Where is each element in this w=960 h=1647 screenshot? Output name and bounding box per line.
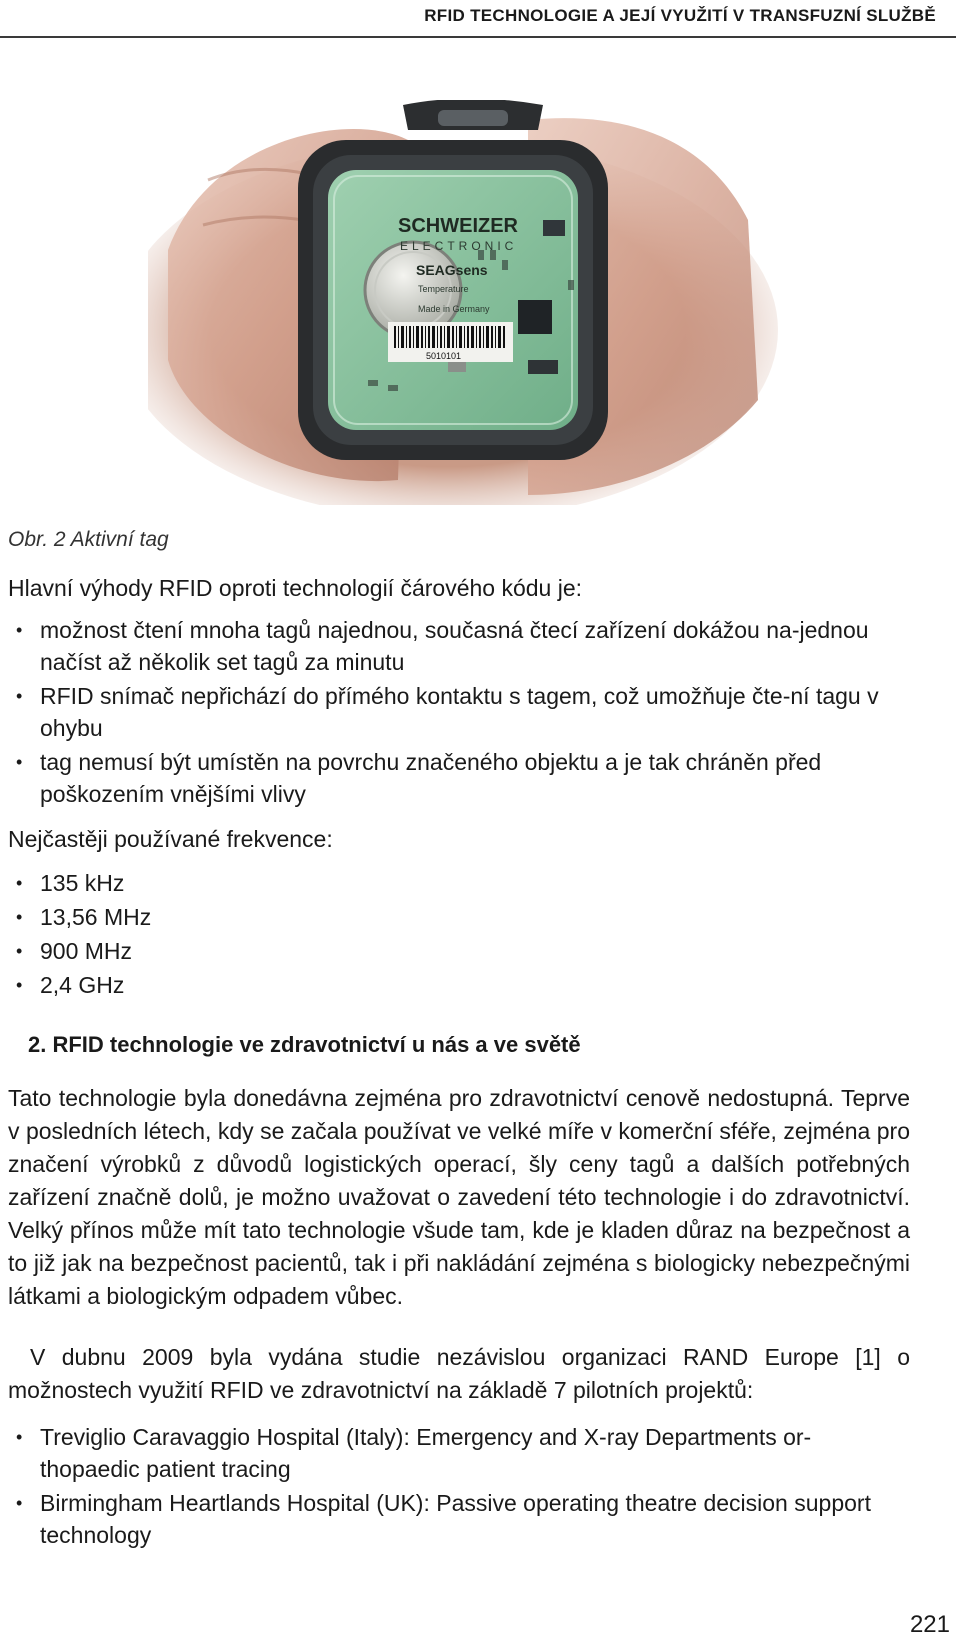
running-header xyxy=(0,0,956,38)
made-text: Made in Germany xyxy=(418,304,490,314)
section-heading: 2. RFID technologie ve zdravotnictví u nás a ve světě xyxy=(28,1032,581,1057)
barcode xyxy=(394,326,505,348)
list-item: • Birmingham Heartlands Hospital (UK): Passive operating theatre decision support technology xyxy=(8,1487,908,1551)
list-item: • RFID snímač nepřichází do přímého kontaktu s tagem, což umožňuje čte-ní tagu v ohybu xyxy=(8,680,908,744)
brand-text: SCHWEIZER xyxy=(398,215,518,237)
list-item: • Treviglio Caravaggio Hospital (Italy): Emergency and X-ray Departments or-thopaedic patient tracing xyxy=(8,1421,908,1485)
brand-sub-text: ELECTRONIC xyxy=(400,239,518,253)
list-item: • 135 kHz xyxy=(8,867,908,899)
list-item: • možnost čtení mnoha tagů najednou, současná čtecí zařízení dokážou na-jednou načíst až několik set tagů za minutu xyxy=(8,614,908,678)
figure-caption: Obr. 2 Aktivní tag xyxy=(8,528,169,551)
page-number: 221 xyxy=(909,1611,950,1638)
paragraph: Tato technologie byla donedávna zejména pro zdravotnictví cenově nedostupná. Teprve v posledních létech, kdy se začala používat ve velké míře v komerční sféře, zejména pro značení výrobků z důvodů logistických operací, šly ceny tagů a dalších potřebných zařízení značně dolů, je možno uvažovat o zavedení této technologie i do zdravotnictví. Velký přínos může mít tato technologie všude tam, kde je kladen důraz na bezpečnost a to již jak na bezpečnost pacientů, tak i při nakládání zejména s biologicky nebezpečnými látkami a biologickým odpadem vůbec. xyxy=(8,1085,910,1309)
list-item: • 13,56 MHz xyxy=(8,901,908,933)
list-item: • tag nemusí být umístěn na povrchu značeného objektu a je tak chráněn před poškozením vnějšími vlivy xyxy=(8,746,908,810)
active-tag-photo xyxy=(148,100,788,505)
advantages-intro: Hlavní výhody RFID oproti technologií čárového kódu je: xyxy=(8,575,583,601)
frequencies-list xyxy=(8,867,908,1003)
header-title: RFID TECHNOLOGIE A JEJÍ VYUŽITÍ V TRANSFUZNÍ SLUŽBĚ xyxy=(424,6,936,25)
list-item: • 2,4 GHz xyxy=(8,969,908,1001)
frequencies-intro: Nejčastěji používané frekvence: xyxy=(8,826,333,852)
model-sub-text: Temperature xyxy=(418,284,469,294)
model-text: SEAGsens xyxy=(416,262,488,278)
advantages-list xyxy=(8,614,908,812)
barcode-number: 5010101 xyxy=(426,351,462,361)
paragraph: V dubnu 2009 byla vydána studie nezávislou organizaci RAND Europe [1] o možnostech využití RFID ve zdravotnictví na základě 7 pilotních projektů: xyxy=(8,1344,910,1403)
list-item: • 900 MHz xyxy=(8,935,908,967)
projects-list xyxy=(8,1421,908,1553)
